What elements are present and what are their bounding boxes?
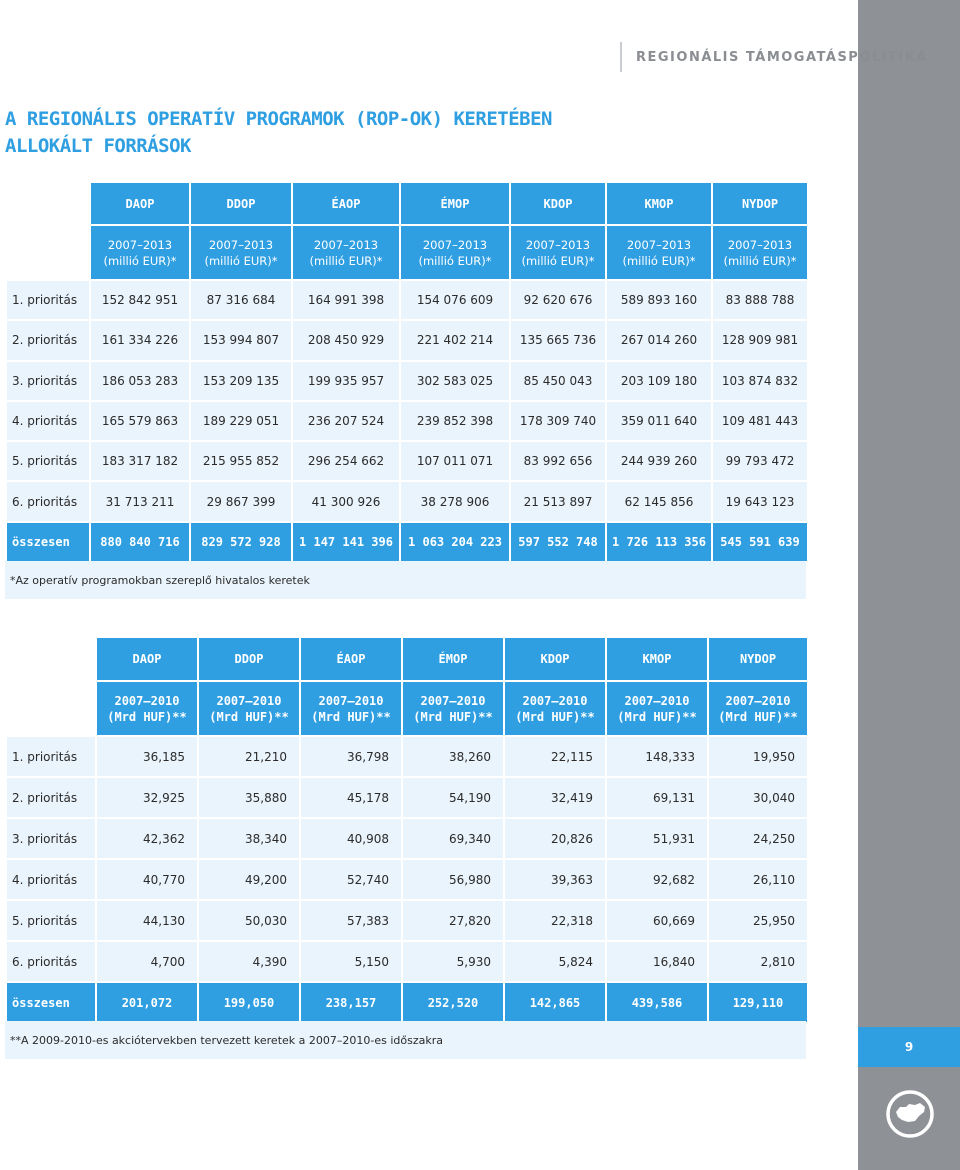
table-cell: 107 011 071 xyxy=(400,441,510,481)
table-cell: 69,131 xyxy=(606,777,708,818)
table-cell: 19,950 xyxy=(708,736,808,777)
column-header: KDOP xyxy=(510,182,606,225)
table-cell: 178 309 740 xyxy=(510,401,606,441)
period-years: 2007–2010 xyxy=(216,693,282,708)
table-cell: 221 402 214 xyxy=(400,320,510,360)
table-cell: 154 076 609 xyxy=(400,280,510,320)
table-cell: 16,840 xyxy=(606,941,708,982)
period-years: 2007–2010 xyxy=(522,693,588,708)
table-cell: 51,931 xyxy=(606,818,708,859)
period-years: 2007–2010 xyxy=(624,693,690,708)
table-row xyxy=(6,320,808,360)
period-unit: (Mrd HUF)** xyxy=(209,709,289,724)
row-label: 3. prioritás xyxy=(6,818,96,859)
table-cell: 35,880 xyxy=(198,777,300,818)
period-years: 2007–2013 xyxy=(525,237,591,252)
period-years: 2007–2010 xyxy=(318,693,384,708)
table-cell: 38,340 xyxy=(198,818,300,859)
row-label: 3. prioritás xyxy=(6,361,90,401)
table-cell: 239 852 398 xyxy=(400,401,510,441)
table-cell: 36,798 xyxy=(300,736,402,777)
table-cell: 186 053 283 xyxy=(90,361,190,401)
total-row xyxy=(6,982,808,1023)
table-cell: 45,178 xyxy=(300,777,402,818)
period-header xyxy=(198,681,300,736)
period-header xyxy=(402,681,504,736)
table-cell: 135 665 736 xyxy=(510,320,606,360)
column-header: NYDOP xyxy=(712,182,808,225)
period-header xyxy=(292,225,400,280)
rop-eur-table xyxy=(5,181,809,563)
table-cell: 62 145 856 xyxy=(606,481,712,521)
period-years: 2007–2010 xyxy=(420,693,486,708)
hungary-map-icon xyxy=(884,1088,936,1140)
table-row xyxy=(6,280,808,320)
table-cell: 56,980 xyxy=(402,859,504,900)
row-label: 2. prioritás xyxy=(6,320,90,360)
period-header xyxy=(510,225,606,280)
table-row xyxy=(6,401,808,441)
period-unit: (Mrd HUF)** xyxy=(413,709,493,724)
table-cell: 39,363 xyxy=(504,859,606,900)
column-header: ÉMOP xyxy=(400,182,510,225)
row-label: 4. prioritás xyxy=(6,401,90,441)
period-unit: (millió EUR)* xyxy=(309,253,383,268)
table-cell: 85 450 043 xyxy=(510,361,606,401)
period-header xyxy=(606,225,712,280)
table-cell: 153 209 135 xyxy=(190,361,292,401)
total-cell: 201,072 xyxy=(96,982,198,1023)
total-cell: 1 147 141 396 xyxy=(292,522,400,562)
table-cell: 83 992 656 xyxy=(510,441,606,481)
column-header: DAOP xyxy=(90,182,190,225)
table-cell: 29 867 399 xyxy=(190,481,292,521)
table-cell: 103 874 832 xyxy=(712,361,808,401)
period-years: 2007–2013 xyxy=(422,237,488,252)
table-cell: 296 254 662 xyxy=(292,441,400,481)
row-label: 2. prioritás xyxy=(6,777,96,818)
period-header xyxy=(708,681,808,736)
table-cell: 208 450 929 xyxy=(292,320,400,360)
table-cell: 44,130 xyxy=(96,900,198,941)
row-label: 5. prioritás xyxy=(6,900,96,941)
row-label: 4. prioritás xyxy=(6,859,96,900)
period-years: 2007–2013 xyxy=(107,237,173,252)
period-years: 2007–2013 xyxy=(208,237,274,252)
table-cell: 4,390 xyxy=(198,941,300,982)
table-cell: 87 316 684 xyxy=(190,280,292,320)
table-cell: 302 583 025 xyxy=(400,361,510,401)
period-header xyxy=(606,681,708,736)
table-cell: 4,700 xyxy=(96,941,198,982)
column-header: DAOP xyxy=(96,637,198,681)
table-cell: 69,340 xyxy=(402,818,504,859)
table-cell: 5,150 xyxy=(300,941,402,982)
column-header: KMOP xyxy=(606,182,712,225)
total-cell: 829 572 928 xyxy=(190,522,292,562)
period-unit: (Mrd HUF)** xyxy=(107,709,187,724)
table-cell: 38 278 906 xyxy=(400,481,510,521)
period-unit: (millió EUR)* xyxy=(418,253,492,268)
table-cell: 165 579 863 xyxy=(90,401,190,441)
period-header xyxy=(300,681,402,736)
rop-huf-table xyxy=(5,636,809,1024)
total-label: összesen xyxy=(6,982,96,1023)
period-unit: (millió EUR)* xyxy=(204,253,278,268)
table-cell: 27,820 xyxy=(402,900,504,941)
corner-cell xyxy=(6,225,90,280)
period-unit: (millió EUR)* xyxy=(103,253,177,268)
period-header xyxy=(400,225,510,280)
table-cell: 109 481 443 xyxy=(712,401,808,441)
table-row xyxy=(6,361,808,401)
period-unit: (millió EUR)* xyxy=(723,253,797,268)
row-label: 6. prioritás xyxy=(6,941,96,982)
total-cell: 129,110 xyxy=(708,982,808,1023)
row-label: 6. prioritás xyxy=(6,481,90,521)
column-header: DDOP xyxy=(198,637,300,681)
period-header xyxy=(712,225,808,280)
table-cell: 83 888 788 xyxy=(712,280,808,320)
table-cell: 57,383 xyxy=(300,900,402,941)
table-cell: 128 909 981 xyxy=(712,320,808,360)
period-unit: (Mrd HUF)** xyxy=(718,709,798,724)
row-label: 1. prioritás xyxy=(6,736,96,777)
total-cell: 597 552 748 xyxy=(510,522,606,562)
total-cell: 238,157 xyxy=(300,982,402,1023)
page-title xyxy=(5,106,645,160)
table-cell: 92 620 676 xyxy=(510,280,606,320)
table-cell: 2,810 xyxy=(708,941,808,982)
table-cell: 36,185 xyxy=(96,736,198,777)
table-cell: 21,210 xyxy=(198,736,300,777)
table-row xyxy=(6,777,808,818)
table-cell: 26,110 xyxy=(708,859,808,900)
table-footnote: **A 2009-2010-es akciótervekben tervezett keretek a 2007–2010-es időszakra xyxy=(5,1021,806,1059)
table-cell: 152 842 951 xyxy=(90,280,190,320)
total-cell: 439,586 xyxy=(606,982,708,1023)
table-cell: 5,824 xyxy=(504,941,606,982)
row-label: 1. prioritás xyxy=(6,280,90,320)
table-cell: 161 334 226 xyxy=(90,320,190,360)
table-footnote: *Az operatív programokban szereplő hivatalos keretek xyxy=(5,561,806,599)
period-years: 2007–2013 xyxy=(727,237,793,252)
table-cell: 60,669 xyxy=(606,900,708,941)
table-cell: 5,930 xyxy=(402,941,504,982)
column-header: ÉAOP xyxy=(300,637,402,681)
table-cell: 589 893 160 xyxy=(606,280,712,320)
table-cell: 22,115 xyxy=(504,736,606,777)
column-header: ÉMOP xyxy=(402,637,504,681)
table-row xyxy=(6,859,808,900)
table-cell: 19 643 123 xyxy=(712,481,808,521)
total-cell: 880 840 716 xyxy=(90,522,190,562)
table-cell: 38,260 xyxy=(402,736,504,777)
column-header: ÉAOP xyxy=(292,182,400,225)
table-cell: 164 991 398 xyxy=(292,280,400,320)
table-cell: 99 793 472 xyxy=(712,441,808,481)
table-cell: 203 109 180 xyxy=(606,361,712,401)
table-cell: 25,950 xyxy=(708,900,808,941)
table-cell: 148,333 xyxy=(606,736,708,777)
table-cell: 153 994 807 xyxy=(190,320,292,360)
page-title-line-1: A REGIONÁLIS OPERATÍV PROGRAMOK (ROP-OK) KERETÉBEN xyxy=(5,108,552,130)
table-cell: 199 935 957 xyxy=(292,361,400,401)
table-cell: 40,908 xyxy=(300,818,402,859)
period-years: 2007–2010 xyxy=(725,693,791,708)
total-label: összesen xyxy=(6,522,90,562)
table-cell: 31 713 211 xyxy=(90,481,190,521)
table-cell: 244 939 260 xyxy=(606,441,712,481)
period-unit: (millió EUR)* xyxy=(521,253,595,268)
side-band xyxy=(858,0,960,1170)
total-cell: 545 591 639 xyxy=(712,522,808,562)
total-cell: 1 063 204 223 xyxy=(400,522,510,562)
table-cell: 92,682 xyxy=(606,859,708,900)
table-cell: 32,925 xyxy=(96,777,198,818)
table-row xyxy=(6,900,808,941)
table-cell: 267 014 260 xyxy=(606,320,712,360)
table-cell: 20,826 xyxy=(504,818,606,859)
column-header: KMOP xyxy=(606,637,708,681)
period-header xyxy=(504,681,606,736)
table-cell: 32,419 xyxy=(504,777,606,818)
table-cell: 41 300 926 xyxy=(292,481,400,521)
table-cell: 30,040 xyxy=(708,777,808,818)
period-unit: (Mrd HUF)** xyxy=(311,709,391,724)
corner-cell xyxy=(6,681,96,736)
table-body xyxy=(6,280,808,562)
table-cell: 40,770 xyxy=(96,859,198,900)
table-cell: 50,030 xyxy=(198,900,300,941)
period-years: 2007–2010 xyxy=(114,693,180,708)
total-cell: 1 726 113 356 xyxy=(606,522,712,562)
table-row xyxy=(6,441,808,481)
table-cell: 236 207 524 xyxy=(292,401,400,441)
total-row xyxy=(6,522,808,562)
section-label: REGIONÁLIS TÁMOGATÁSPOLITIKA xyxy=(620,42,928,72)
period-unit: (millió EUR)* xyxy=(622,253,696,268)
column-header: DDOP xyxy=(190,182,292,225)
table-cell: 21 513 897 xyxy=(510,481,606,521)
period-unit: (Mrd HUF)** xyxy=(515,709,595,724)
period-unit: (Mrd HUF)** xyxy=(617,709,697,724)
period-header xyxy=(96,681,198,736)
column-header: NYDOP xyxy=(708,637,808,681)
total-cell: 252,520 xyxy=(402,982,504,1023)
table-cell: 52,740 xyxy=(300,859,402,900)
table-cell: 24,250 xyxy=(708,818,808,859)
table-cell: 49,200 xyxy=(198,859,300,900)
corner-cell xyxy=(6,182,90,225)
page-number: 9 xyxy=(858,1027,960,1067)
column-header: KDOP xyxy=(504,637,606,681)
table-row xyxy=(6,941,808,982)
table-row xyxy=(6,736,808,777)
table-row xyxy=(6,481,808,521)
corner-cell xyxy=(6,637,96,681)
table-cell: 183 317 182 xyxy=(90,441,190,481)
period-years: 2007–2013 xyxy=(313,237,379,252)
table-cell: 189 229 051 xyxy=(190,401,292,441)
table-cell: 215 955 852 xyxy=(190,441,292,481)
total-cell: 142,865 xyxy=(504,982,606,1023)
table-body xyxy=(6,736,808,1023)
table-cell: 22,318 xyxy=(504,900,606,941)
period-header xyxy=(90,225,190,280)
table-row xyxy=(6,818,808,859)
table-cell: 359 011 640 xyxy=(606,401,712,441)
table-cell: 42,362 xyxy=(96,818,198,859)
page-title-line-2: ALLOKÁLT FORRÁSOK xyxy=(5,135,191,157)
period-header xyxy=(190,225,292,280)
period-years: 2007–2013 xyxy=(626,237,692,252)
total-cell: 199,050 xyxy=(198,982,300,1023)
row-label: 5. prioritás xyxy=(6,441,90,481)
table-cell: 54,190 xyxy=(402,777,504,818)
